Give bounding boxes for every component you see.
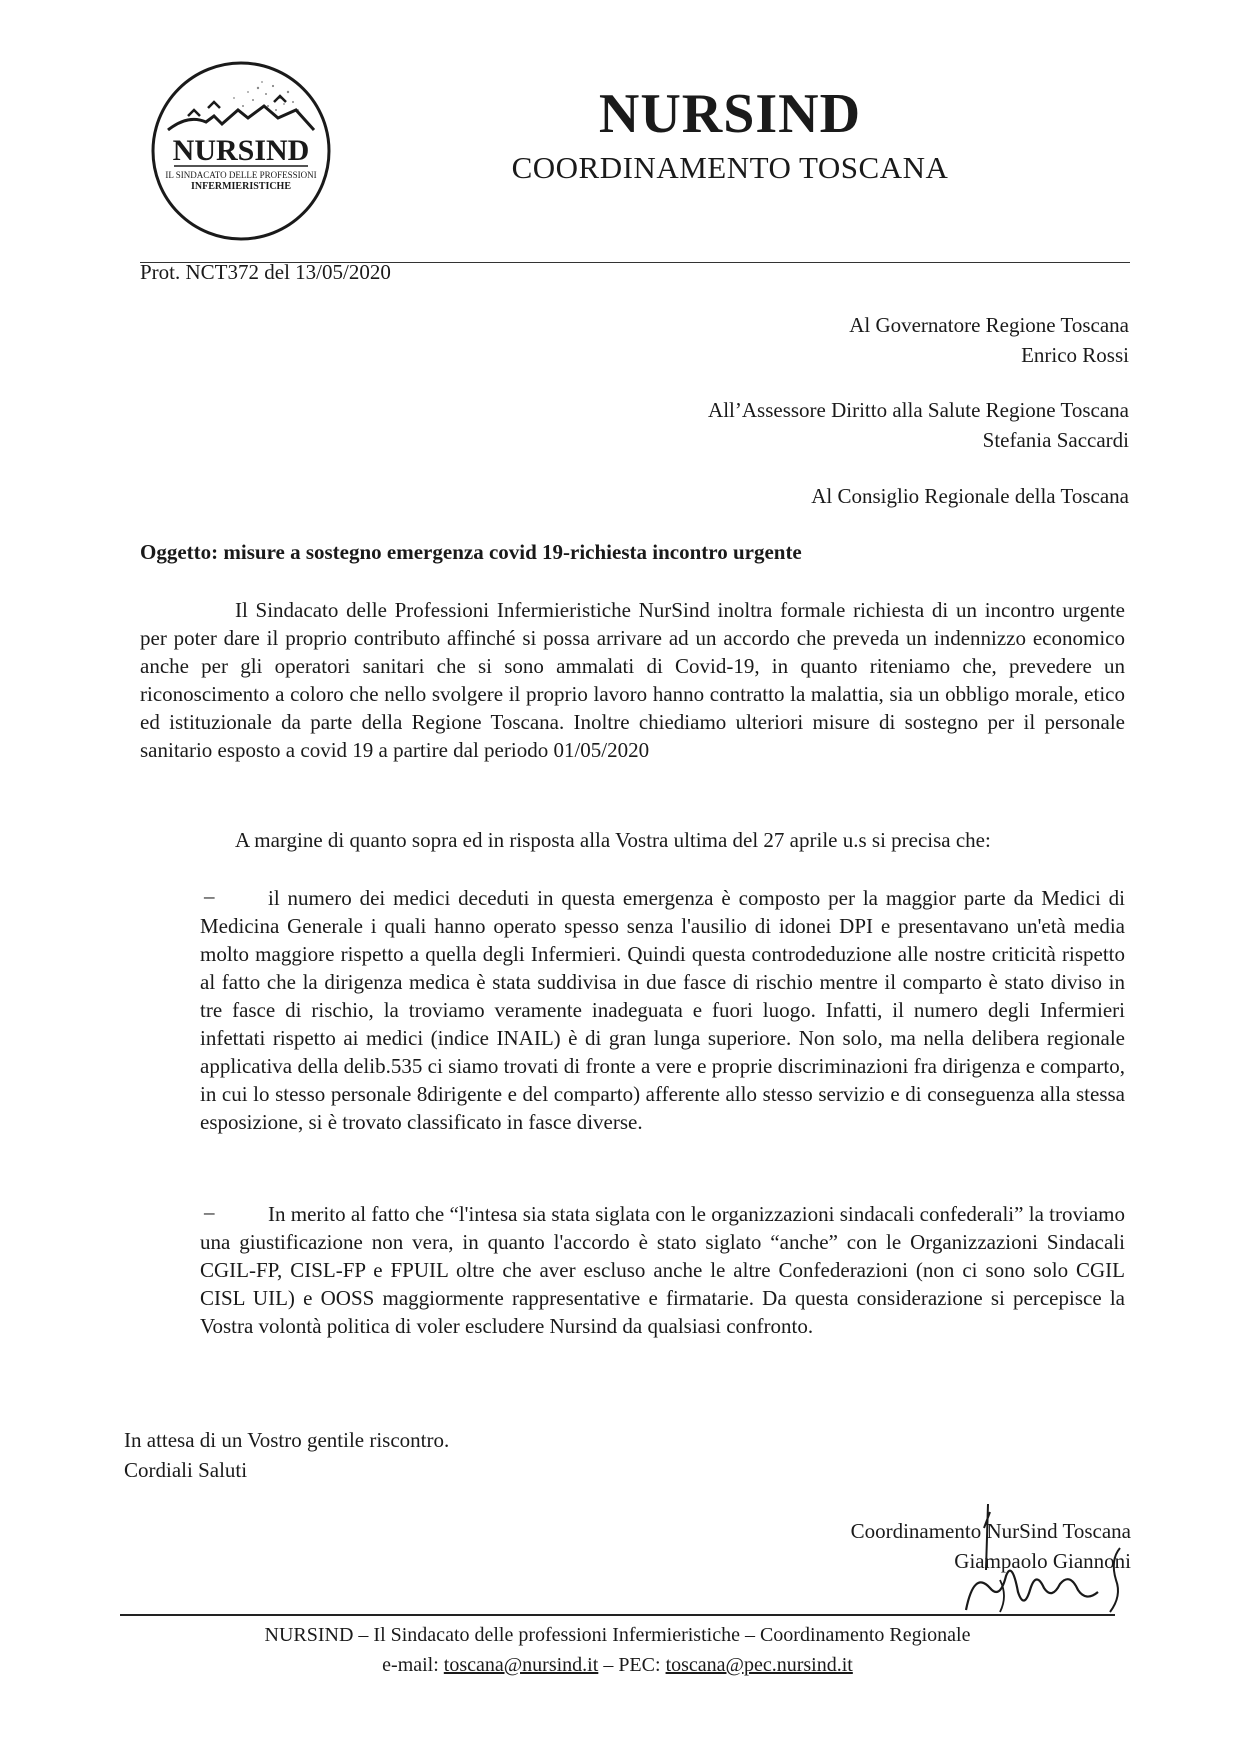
closing [124, 1425, 449, 1485]
signatory-name: Giampaolo Giannoni [954, 1549, 1131, 1573]
recipient-name: Enrico Rossi [1021, 343, 1129, 367]
letter-subject: Oggetto: misure a sostegno emergenza covid 19-richiesta incontro urgente [140, 540, 802, 564]
recipient-name: Stefania Saccardi [982, 428, 1129, 452]
signature-block [851, 1516, 1131, 1576]
body-paragraph-1: Il Sindacato delle Professioni Infermieristiche NurSind inoltra formale richiesta di un incontro urgente per poter dare il proprio contributo affinché si possa arrivare ad un accordo che preveda un indennizzo economico anche per gli operatori sanitari che si sono ammalati di Covid-19, in quanto riteniamo che, prevedere un riconoscimento a coloro che nello svolgere il proprio lavoro hanno contratto la malattia, sia un obbligo morale, etico ed istituzionale da parte della Regione Toscana. Inoltre chiediamo ulteriori misure di sostegno per il personale sanitario esposto a covid 19 a partire dal periodo 01/05/2020 [140, 598, 1125, 762]
recipient-title: All’Assessore Diritto alla Salute Regione Toscana [708, 398, 1129, 422]
bullet-paragraph-2: In merito al fatto che “l'intesa sia stata siglata con le organizzazioni sindacali confederali” la troviamo una giustificazione non vera, in quanto l'accordo è stato siglato “anche” con le Organizzazioni Sindacali CGIL-FP, CISL-FP e FPUIL oltre che aver escluso anche le altre Confederazioni (non ci sono solo CGIL CISL UIL) e OOSS maggiormente rappresentative e firmatarie. Da questa considerazione si percepisce la Vostra volontà politica di voler escludere Nursind da qualsiasi confronto. [200, 1202, 1125, 1338]
bullet-paragraph-1: il numero dei medici deceduti in questa emergenza è composto per la maggior parte da Medici di Medicina Generale i quali hanno operato spesso senza l'ausilio di idonei DPI e presentavano un'età media molto maggiore rispetto a quella degli Infermieri. Quindi questa controdeduzione alle nostre criticità rispetto al fatto che la dirigenza medica è stata suddivisa in due fasce di rischio mentre il comparto è stato diviso in tre fasce di rischio, la troviamo veramente inadeguata e fuori luogo. Infatti, il numero degli Infermieri infettati rispetto ai medici (indice INAIL) è di gran lunga superiore. Non solo, ma nella delibera regionale applicativa della delib.535 ci siamo trovati di fronte a vere e proprie discriminazioni fra dirigenza e comparto, in cui lo stesso personale 8dirigente e del comparto) afferente allo stesso servizio e di conseguenza alla stessa esposizione, si è trovato classificato in fasce diverse. [200, 886, 1125, 1134]
org-name: NURSIND [598, 83, 862, 145]
bullet-dash: – [204, 884, 215, 908]
pec-label: – PEC: [598, 1654, 666, 1676]
closing-line: In attesa di un Vostro gentile riscontro. [124, 1428, 450, 1452]
recipient-governor [849, 310, 1129, 370]
footer-divider [120, 1614, 1115, 1616]
recipient-council [811, 481, 1129, 511]
email-label: e-mail: [382, 1654, 444, 1676]
email-link[interactable]: toscana@nursind.it [443, 1654, 599, 1676]
footer-organization: NURSIND – Il Sindacato delle professioni Infermieristiche – Coordinamento Regionale [264, 1624, 971, 1646]
footer-contacts [120, 1654, 1115, 1677]
bullet-dash: – [204, 1200, 215, 1224]
protocol-number: Prot. NCT372 del 13/05/2020 [140, 260, 391, 284]
recipient-title: Al Governatore Regione Toscana [849, 313, 1129, 337]
recipient-title: Al Consiglio Regionale della Toscana [811, 484, 1129, 508]
nursind-logo [148, 58, 334, 244]
pec-link[interactable]: toscana@pec.nursind.it [665, 1654, 853, 1676]
body-paragraph-2: A margine di quanto sopra ed in risposta alla Vostra ultima del 27 aprile u.s si precisa che: [235, 828, 991, 852]
logo-tagline-1: IL SINDACATO DELLE PROFESSIONI [165, 170, 317, 180]
signatory-organization: Coordinamento NurSind Toscana [850, 1519, 1131, 1543]
logo-tagline-2: INFERMIERISTICHE [190, 181, 292, 192]
closing-salutation: Cordiali Saluti [124, 1458, 248, 1482]
recipient-assessor [708, 395, 1129, 455]
org-subtitle: COORDINAMENTO TOSCANA [511, 150, 949, 185]
logo-wordmark: NURSIND [172, 134, 310, 167]
